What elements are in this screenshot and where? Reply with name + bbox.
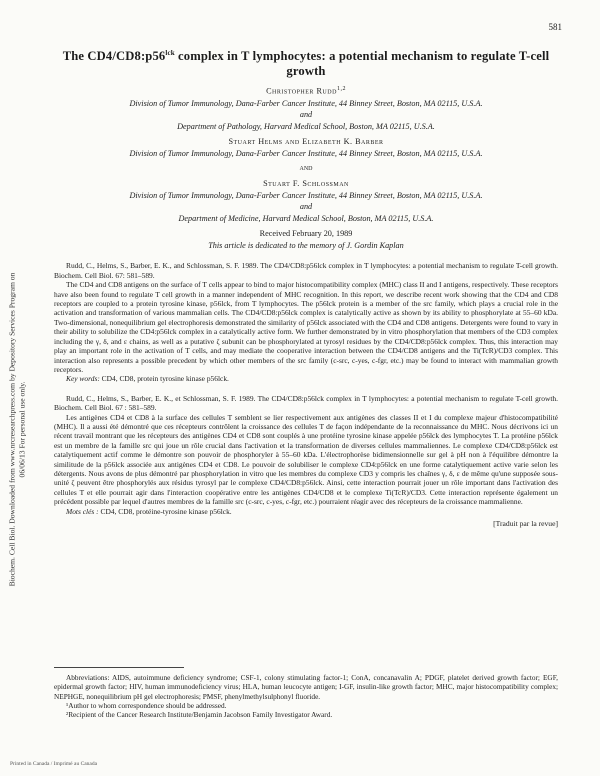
abstract-body: The CD4 and CD8 antigens on the surface of T cells appear to bind to major histocompatibility complex (MHC) class II and I antigens, respectively. These receptors have also been found to regulate T cell growth in a manner independent of MHC recognition. In this report, we describe recent work showing that the CD4 and CD8 receptors are coupled to a protein tyrosine kinase, p56lck, from T lymphocytes. The p56lck protein is a member of the src family, which plays a crucial role in the activation and transformation of various mammalian cells. The CD4/CD8:p56lck complex is catalytically active as shown by its ability to phosphorylate at 55–60 kDa. Two-dimensional, nonequilibrium gel electrophoresis demonstrated the similarity of p56lck associated with the CD4 and CD8 antigens. Detergents were found to vary in their ability to solubilize the CD4:p56lck complex in a catalytically active form. We further demonstrated by in vitro phosphorylation that members of the CD3 complex including the γ, δ, and ε chains, as well as a putative ζ subunit can be phosphorylated at tyrosyl residues by the CD4/CD8:p56lck complex. Thus, this interaction may play an important role in the activation of T cells, and may mediate the cooperative interaction between the CD4/CD8 antigens and the Ti(TcR)/CD3 complex. This interaction also represents a possible precedent by which other members of the src family (c-src, c-yes, c-fgr, etc.) may be found to interact with mammalian growth receptors.: [54, 280, 558, 374]
title-part2: complex in T lymphocytes: a potential mechanism to regulate T-cell growth: [174, 49, 550, 79]
footnote-1: ¹Author to whom correspondence should be addressed.: [66, 700, 227, 710]
footnote-2: ²Recipient of the Cancer Research Institute/Benjamin Jacobson Family Investigator Award.: [66, 710, 333, 720]
english-abstract: [54, 261, 558, 383]
french-resume: [54, 394, 558, 529]
keywords-label: Key words:: [66, 374, 100, 384]
side-download-note: Biochem. Cell Biol. Downloaded from www.nrcresearchpress.com by Depository Services Program on 06/06/13 For personal use only.: [7, 272, 26, 587]
title-part1: The CD4/CD8:p56: [62, 49, 166, 64]
footnote-abbreviations: Abbreviations: AIDS, autoimmune deficiency syndrome; CSF-1, colony stimulating factor-1; ConA, concanavalin A; PDGF, platelet derived growth factor; EGF, epidermal growth factor; HIV, human immunodeficiency virus; HLA, human leucocyte antigen; I-GF, insulin-like growth factor; MHC, major histocompatibility complex; NEPHGE, nonequilibrium pH gel electrophoresis; PMSF, phenylmethylsulphonyl fluoride.: [54, 673, 558, 701]
article-title: [54, 46, 558, 79]
author-rudd-superscript: 1,2: [336, 86, 346, 93]
and-connector-1: and: [299, 110, 313, 120]
affiliation-2: Department of Pathology, Harvard Medical School, Boston, MA 02115, U.S.A.: [177, 121, 435, 131]
author-helms-barber: Stuart Helms and Elizabeth K. Barber: [228, 137, 384, 147]
resume-citation: Rudd, C., Helms, S., Barber, E. K., et Schlossman, S. F. 1989. The CD4/CD8:p56lck complex in T lymphocytes: a potential mechanism to regulate T-cell growth. Biochem. Cell Biol. 67 : 581–589.: [54, 393, 558, 413]
footnotes: [54, 667, 558, 719]
and-connector-2: and: [299, 202, 313, 212]
affiliation-5: Department of Medicine, Harvard Medical School, Boston, MA 02115, U.S.A.: [178, 213, 434, 223]
author-block: [54, 84, 558, 224]
footnote-divider: [54, 667, 184, 668]
keywords-text: CD4, CD8, protein tyrosine kinase p56lck.: [99, 374, 229, 384]
abstract-citation: Rudd, C., Helms, S., Barber, E. K., and Schlossman, S. F. 1989. The CD4/CD8:p56lck complex in T lymphocytes: a potential mechanism to regulate T-cell growth. Biochem. Cell Biol. 67: 581–589.: [54, 261, 558, 280]
resume-keywords: [54, 507, 558, 516]
received-date: Received February 20, 1989: [259, 229, 353, 239]
translator-note: [Traduit par la revue]: [493, 519, 558, 529]
and-connector-smallcaps: and: [299, 163, 313, 173]
mots-cles-text: CD4, CD8, protéine-tyrosine kinase p56lck.: [98, 506, 232, 516]
author-schlossman: Stuart F. Schlossman: [263, 179, 349, 189]
printed-in-canada: Printed in Canada / Imprimé au Canada: [10, 761, 98, 767]
resume-body: Les antigènes CD4 et CD8 à la surface des cellules T semblent se lier respectivement aux antigènes des classes II et I du complexe majeur d'histocompatibilité (MHC). Il a aussi été démontré que ces récepteurs contrôlent la croissance des cellules T de façon indépendante de la reconnaissance du MHC. Nous décrivons ici un récent travail montrant que les récepteurs des antigènes CD4 et CD8 sont couplés à une protéine tyrosine kinase appelée p56lck des lymphocytes T. La protéine p56lck est un membre de la famille src qui joue un rôle crucial dans l'activation et la transformation de diverses cellules mammaliennes. Le complexe CD4/CD8:p56lck est catalytiquement actif comme le démontre son pouvoir de phosphoryler à 55–60 kDa. L'électrophorèse bidimensionnelle sur gel à pH non à l'équilibre démontre la similitude de la p56lck associée aux antigènes CD4 et CD8. Le pouvoir de solubiliser le complexe CD4:p56lck en une forme catalytiquement active varie selon les détergents. Nous avons de plus démontré par phosphorylation in vitro que les membres du complexe CD3 y compris les chaînes γ, δ, ε de même qu'une supposée sous-unité ζ peuvent être phosphorylés aux résidus tyrosyl par le complexe CD4/CD8:p56lck. Ainsi, cette interaction pourrait jouer un rôle important dans l'activation des cellules T et elle pourrait agir dans l'interaction coopérative entre les antigènes CD4/CD8 et le complexe Ti(TcR)/CD3. Cette interaction représente également un précédent possible par lequel d'autres membres de la famille src (c-src, c-yes, c-fgr, etc.) pourraient réagir avec des récepteurs de la croissance mammalienne.: [54, 412, 558, 507]
article-header: [54, 36, 558, 528]
author-rudd: Christopher Rudd$^{1,2}$: [266, 86, 346, 96]
mots-cles-label: Mots clés :: [66, 506, 99, 516]
dedication: This article is dedicated to the memory of J. Gordin Kaplan: [208, 241, 404, 251]
page-number: 581: [548, 22, 562, 32]
title-superscript: lck: [165, 49, 175, 57]
affiliation-1: Division of Tumor Immunology, Dana-Farber Cancer Institute, 44 Binney Street, Boston, MA 02115, U.S.A.: [129, 98, 483, 108]
affiliation-3: Division of Tumor Immunology, Dana-Farber Cancer Institute, 44 Binney Street, Boston, MA 02115, U.S.A.: [129, 148, 483, 158]
affiliation-4: Division of Tumor Immunology, Dana-Farber Cancer Institute, 44 Binney Street, Boston, MA 02115, U.S.A.: [129, 190, 483, 200]
abstract-keywords: [54, 374, 558, 383]
